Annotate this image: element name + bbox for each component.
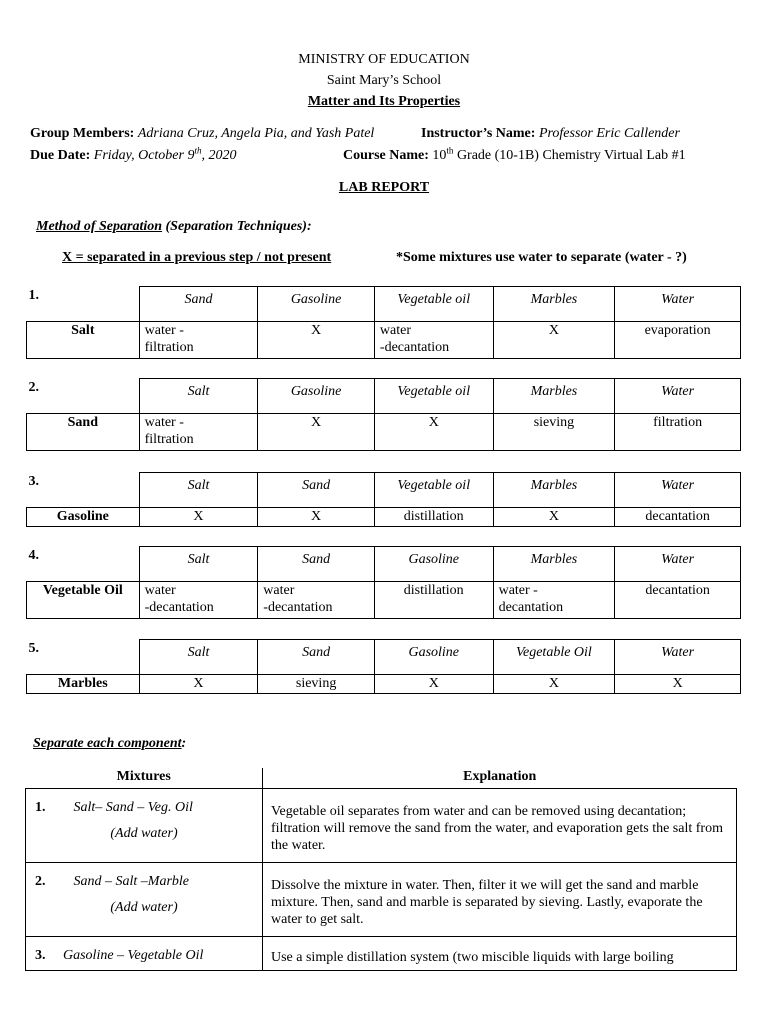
table-cell: evaporation xyxy=(615,322,741,359)
table-number: 2. xyxy=(28,379,39,395)
due-date-line xyxy=(30,145,237,164)
separation-table-4 xyxy=(26,546,741,619)
table-cell: water -decantation xyxy=(258,582,375,619)
table-cell: water - decantation xyxy=(493,582,615,619)
table-cell: X xyxy=(139,508,258,527)
mixture-name: Gasoline – Vegetable Oil xyxy=(63,948,204,963)
column-header: Gasoline xyxy=(258,287,375,322)
col-mixtures-header: Mixtures xyxy=(26,768,263,789)
method-sub: (Separation Techniques): xyxy=(165,219,312,234)
column-header: Marbles xyxy=(493,287,615,322)
column-header: Water xyxy=(615,640,741,675)
column-header: Sand xyxy=(258,640,375,675)
subject-title: Matter and Its Properties xyxy=(307,94,461,109)
separation-table-3 xyxy=(26,472,741,527)
separate-heading: Separate each component: xyxy=(33,736,187,751)
table-cell: sieving xyxy=(258,675,375,694)
table-cell: X xyxy=(493,675,615,694)
group-members-value: Adriana Cruz, Angela Pia, and Yash Patel xyxy=(137,126,375,141)
table-cell: X xyxy=(493,322,615,359)
column-header: Gasoline xyxy=(374,640,493,675)
table-cell: X xyxy=(374,675,493,694)
column-header: Marbles xyxy=(493,547,615,582)
group-members-label: Group Members: xyxy=(30,126,135,141)
column-header: Salt xyxy=(139,640,258,675)
row-label: Marbles xyxy=(27,675,140,694)
mixtures-table xyxy=(25,768,737,971)
table-cell: X xyxy=(374,414,493,451)
course-label: Course Name: xyxy=(343,148,429,163)
column-header: Water xyxy=(615,379,741,414)
ministry-heading: MINISTRY OF EDUCATION xyxy=(298,52,470,67)
mixture-name: Sand – Salt –Marble xyxy=(73,874,189,889)
table-cell: X xyxy=(258,414,375,451)
table-cell: water -decantation xyxy=(139,582,258,619)
table-cell: decantation xyxy=(615,508,741,527)
column-header: Marbles xyxy=(493,379,615,414)
group-members-line xyxy=(30,126,374,142)
column-header: Vegetable oil xyxy=(374,379,493,414)
column-header: Gasoline xyxy=(258,379,375,414)
col-explanation-header: Explanation xyxy=(263,768,737,789)
column-header: Marbles xyxy=(493,473,615,508)
column-header: Vegetable oil xyxy=(374,287,493,322)
column-header: Water xyxy=(615,287,741,322)
column-header: Water xyxy=(615,473,741,508)
mixture-explanation: Use a simple distillation system (two miscible liquids with large boiling xyxy=(263,937,737,971)
column-header: Salt xyxy=(139,379,258,414)
row-label: Vegetable Oil xyxy=(27,582,140,619)
table-cell: distillation xyxy=(374,582,493,619)
column-header: Salt xyxy=(139,547,258,582)
separation-table-1 xyxy=(26,286,741,359)
column-header: Sand xyxy=(258,473,375,508)
table-number: 4. xyxy=(28,547,39,563)
column-header: Sand xyxy=(258,547,375,582)
table-number: 3. xyxy=(28,473,39,489)
table-cell: distillation xyxy=(374,508,493,527)
school-name: Saint Mary’s School xyxy=(326,73,442,88)
mixture-row xyxy=(26,937,737,971)
table-cell: X xyxy=(139,675,258,694)
separation-table-2 xyxy=(26,378,741,451)
method-label: Method of Separation xyxy=(36,219,163,234)
due-date-label: Due Date: xyxy=(30,148,91,163)
mixture-note: (Add water) xyxy=(110,826,178,841)
table-cell: X xyxy=(258,322,375,359)
table-cell: X xyxy=(493,508,615,527)
row-label: Salt xyxy=(27,322,140,359)
table-cell: water - filtration xyxy=(139,414,258,451)
table-cell: water -decantation xyxy=(374,322,493,359)
legend-x-note: X = separated in a previous step / not present xyxy=(62,250,332,265)
mixture-number: 1. xyxy=(35,800,46,815)
mixture-explanation: Dissolve the mixture in water. Then, filter it we will get the sand and marble mixture. Then, sand and marble is separated by sieving. Lastly, evaporate the water to get salt. xyxy=(263,863,737,937)
table-number: 5. xyxy=(28,640,39,656)
column-header: Water xyxy=(615,547,741,582)
mixture-name: Salt– Sand – Veg. Oil xyxy=(73,800,193,815)
instructor-line xyxy=(421,126,680,142)
report-title: LAB REPORT xyxy=(338,180,430,195)
column-header: Sand xyxy=(139,287,258,322)
mixture-row xyxy=(26,863,737,937)
legend-water-note: *Some mixtures use water to separate (water - ?) xyxy=(396,250,687,265)
table-cell: water - filtration xyxy=(139,322,258,359)
table-cell: X xyxy=(615,675,741,694)
table-number: 1. xyxy=(28,287,39,303)
column-header: Salt xyxy=(139,473,258,508)
due-date-value: Friday, October 9th, 2020 xyxy=(93,145,237,163)
mixture-explanation: Vegetable oil separates from water and can be removed using decantation; filtration will remove the sand from the water, and evaporation gets the salt from the water. xyxy=(263,789,737,863)
instructor-label: Instructor’s Name: xyxy=(421,126,536,141)
column-header: Vegetable Oil xyxy=(493,640,615,675)
instructor-value: Professor Eric Callender xyxy=(538,126,680,141)
mixture-note: (Add water) xyxy=(110,900,178,915)
table-cell: X xyxy=(258,508,375,527)
column-header: Vegetable oil xyxy=(374,473,493,508)
row-label: Sand xyxy=(27,414,140,451)
table-cell: sieving xyxy=(493,414,615,451)
course-line xyxy=(343,145,686,164)
separation-table-5 xyxy=(26,639,741,694)
mixture-number: 3. xyxy=(35,948,46,963)
course-value: 10th Grade (10-1B) Chemistry Virtual Lab #1 xyxy=(432,145,686,163)
mixture-row xyxy=(26,789,737,863)
mixture-number: 2. xyxy=(35,874,46,889)
column-header: Gasoline xyxy=(374,547,493,582)
table-cell: filtration xyxy=(615,414,741,451)
table-cell: decantation xyxy=(615,582,741,619)
method-heading xyxy=(36,219,312,235)
row-label: Gasoline xyxy=(27,508,140,527)
